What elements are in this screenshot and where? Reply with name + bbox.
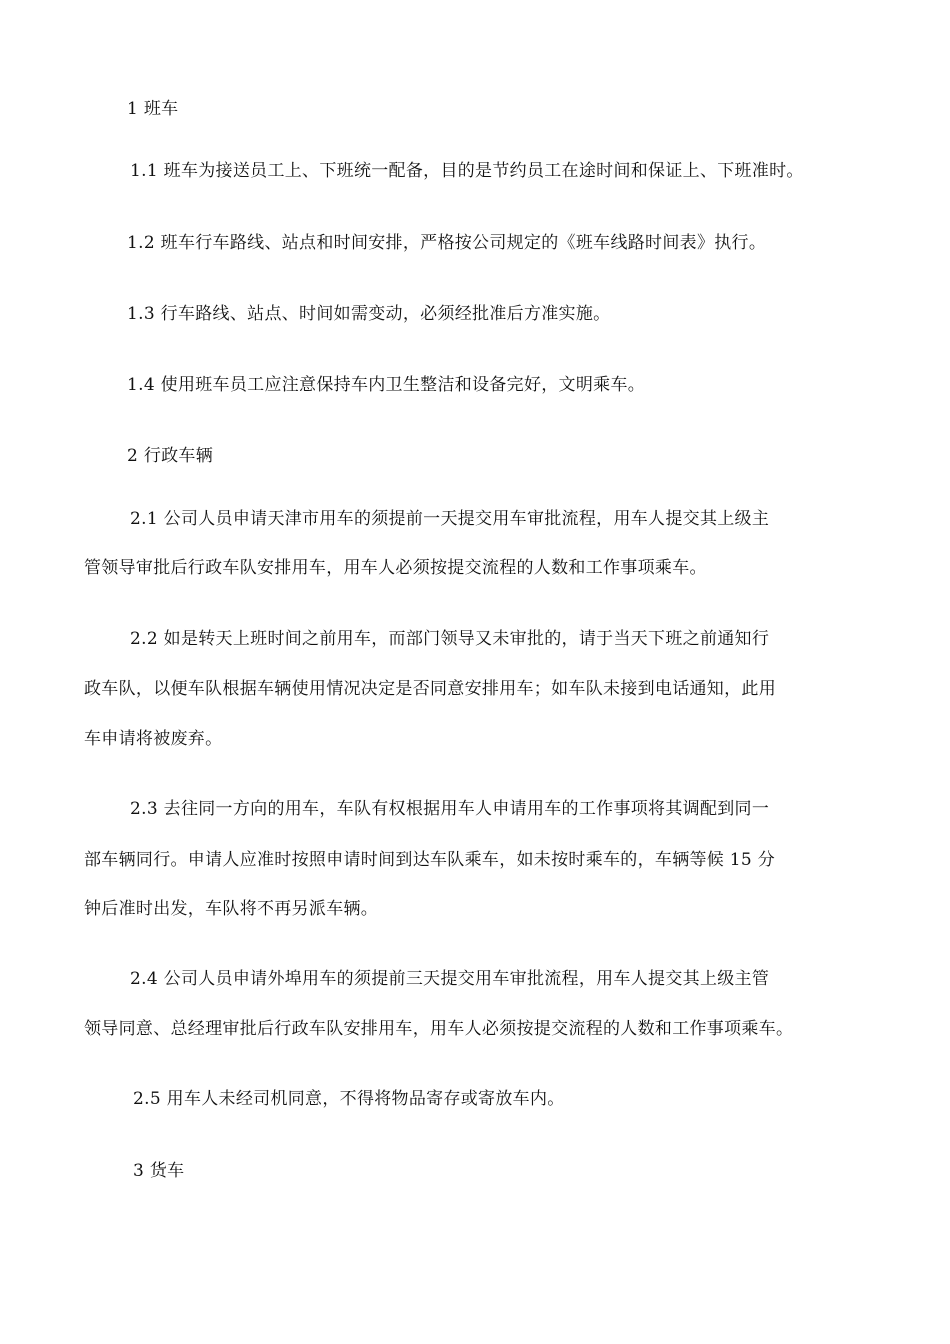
paragraph-2-3-line-1: 2.3 去往同一方向的用车，车队有权根据用车人申请用车的工作事项将其调配到同一 bbox=[130, 799, 770, 819]
paragraph-1-1: 1.1 班车为接送员工上、下班统一配备，目的是节约员工在途时间和保证上、下班准时。 bbox=[130, 161, 804, 181]
paragraph-2-3-line-3: 钟后准时出发，车队将不再另派车辆。 bbox=[84, 899, 379, 919]
paragraph-2-2-line-2: 政车队，以便车队根据车辆使用情况决定是否同意安排用车；如车队未接到电话通知，此用 bbox=[84, 679, 776, 699]
paragraph-2-4-line-1: 2.4 公司人员申请外埠用车的须提前三天提交用车审批流程，用车人提交其上级主管 bbox=[130, 969, 770, 989]
paragraph-2-5: 2.5 用车人未经司机同意，不得将物品寄存或寄放车内。 bbox=[133, 1089, 565, 1109]
paragraph-2-2-line-1: 2.2 如是转天上班时间之前用车，而部门领导又未审批的，请于当天下班之前通知行 bbox=[130, 629, 770, 649]
heading-2-admin-vehicles: 2 行政车辆 bbox=[127, 446, 214, 466]
paragraph-1-2: 1.2 班车行车路线、站点和时间安排，严格按公司规定的《班车线路时间表》执行。 bbox=[127, 233, 767, 253]
heading-3-trucks: 3 货车 bbox=[133, 1161, 185, 1181]
paragraph-1-3: 1.3 行车路线、站点、时间如需变动，必须经批准后方准实施。 bbox=[127, 304, 611, 324]
paragraph-1-4: 1.4 使用班车员工应注意保持车内卫生整洁和设备完好，文明乘车。 bbox=[127, 375, 646, 395]
paragraph-2-4-line-2: 领导同意、总经理审批后行政车队安排用车，用车人必须按提交流程的人数和工作事项乘车。 bbox=[84, 1019, 794, 1039]
heading-1-shuttle: 1 班车 bbox=[127, 99, 179, 119]
paragraph-2-1-line-2: 管领导审批后行政车队安排用车，用车人必须按提交流程的人数和工作事项乘车。 bbox=[84, 558, 707, 578]
paragraph-2-1-line-1: 2.1 公司人员申请天津市用车的须提前一天提交用车审批流程，用车人提交其上级主 bbox=[130, 509, 770, 529]
paragraph-2-3-line-2: 部车辆同行。申请人应准时按照申请时间到达车队乘车，如未按时乘车的，车辆等候 15 分 bbox=[84, 850, 776, 870]
paragraph-2-2-line-3: 车申请将被废弃。 bbox=[84, 729, 223, 749]
